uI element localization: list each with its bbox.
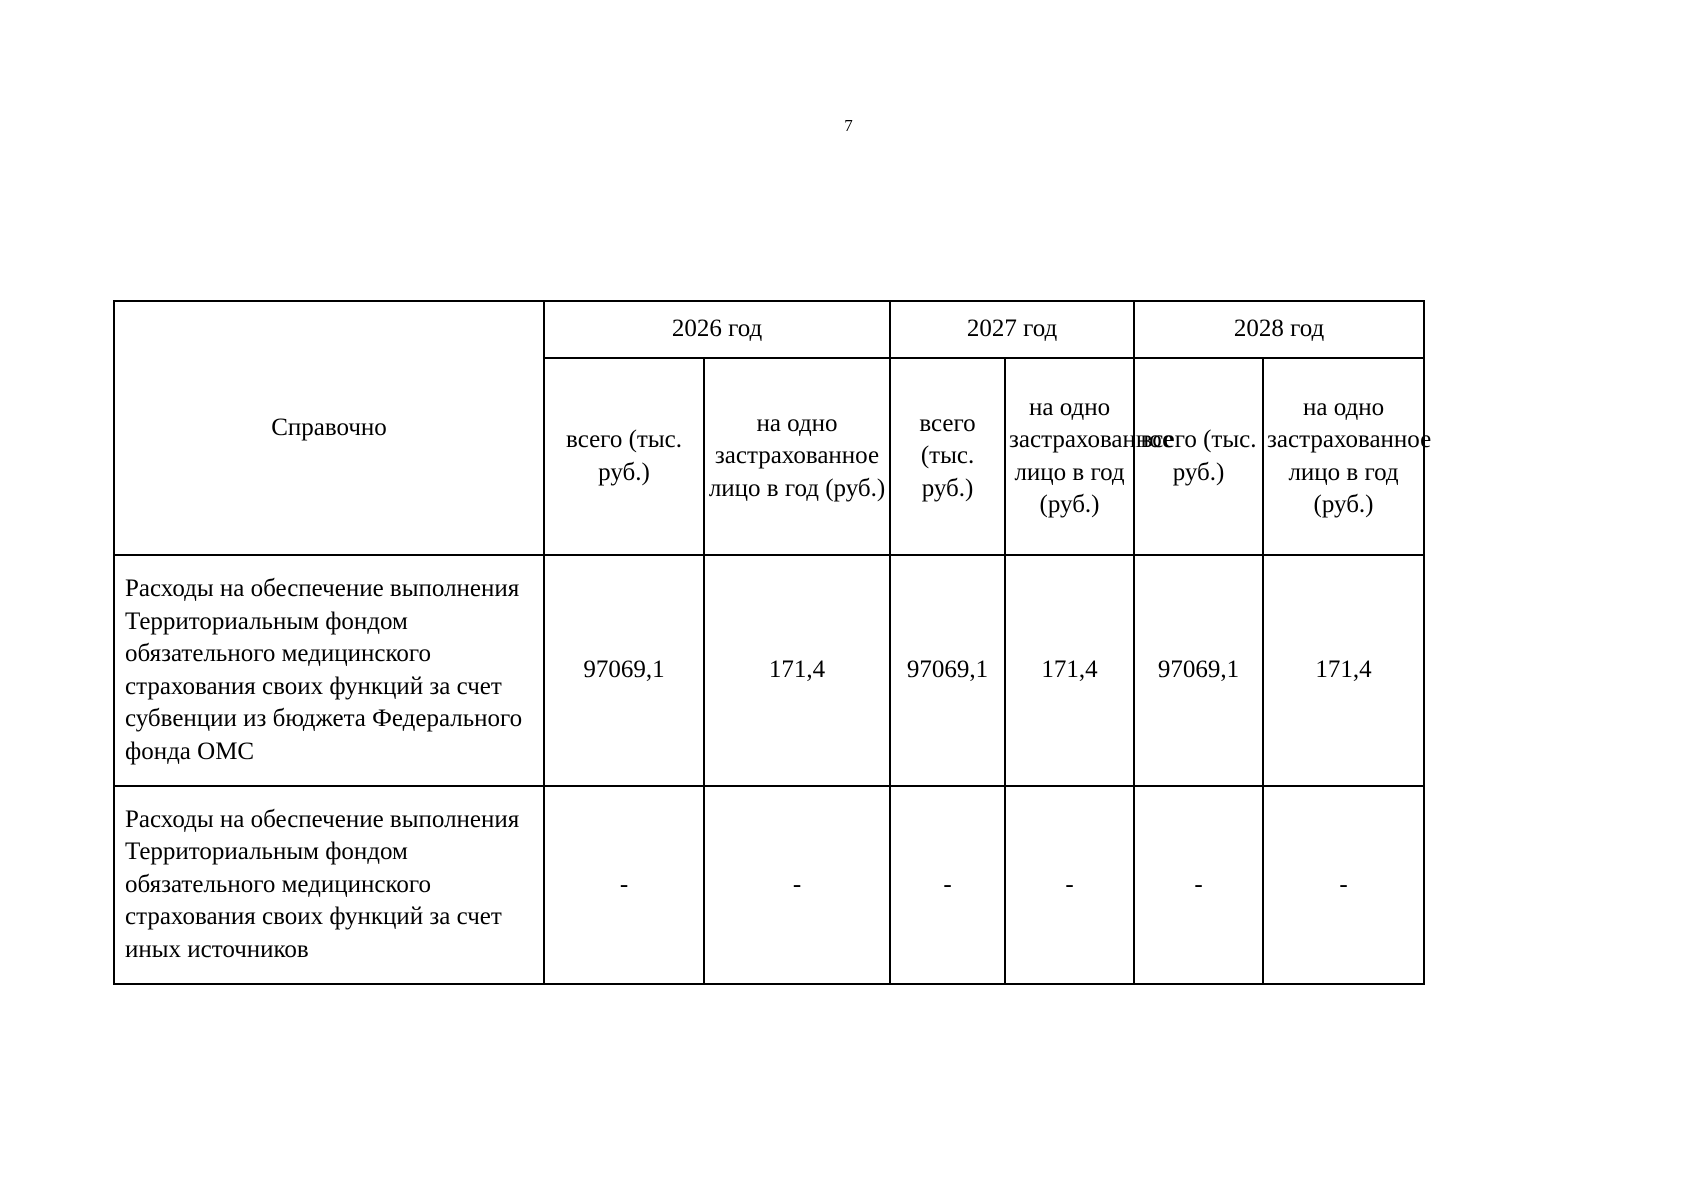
subheader-per-insured-2028: на одно застрахованное лицо в год (руб.) xyxy=(1263,358,1424,555)
year-header-2027: 2027 год xyxy=(890,301,1134,358)
cell-value: 171,4 xyxy=(1263,555,1424,786)
subheader-total-2026: всего (тыс. руб.) xyxy=(544,358,704,555)
table-row xyxy=(114,786,1424,984)
subheader-per-insured-2027: на одно застрахованное лицо в год (руб.) xyxy=(1005,358,1134,555)
cell-value: - xyxy=(1263,786,1424,984)
cell-value: - xyxy=(1005,786,1134,984)
cell-value: 171,4 xyxy=(1005,555,1134,786)
cell-value: - xyxy=(704,786,890,984)
cell-value: 97069,1 xyxy=(1134,555,1263,786)
subheader-total-2027: всего (тыс. руб.) xyxy=(890,358,1005,555)
cell-value: - xyxy=(890,786,1005,984)
year-header-2028: 2028 год xyxy=(1134,301,1424,358)
subheader-per-insured-2026: на одно застрахованное лицо в год (руб.) xyxy=(704,358,890,555)
cell-value: 97069,1 xyxy=(544,555,704,786)
row-label: Расходы на обеспечение выполнения Территориальным фондом обязательного медицинского страхования своих функций за счет иных источников xyxy=(114,786,544,984)
cell-value: 97069,1 xyxy=(890,555,1005,786)
row-label: Расходы на обеспечение выполнения Территориальным фондом обязательного медицинского страхования своих функций за счет субвенции из бюджета Федерального фонда ОМС xyxy=(114,555,544,786)
header-row-years xyxy=(114,301,1424,358)
expenses-table xyxy=(113,300,1432,985)
cell-value: - xyxy=(1134,786,1263,984)
corner-header: Справочно xyxy=(114,301,544,555)
cell-value: - xyxy=(544,786,704,984)
subheader-total-2028: всего (тыс. руб.) xyxy=(1134,358,1263,555)
table-row xyxy=(114,555,1424,786)
year-header-2026: 2026 год xyxy=(544,301,890,358)
cell-value: 171,4 xyxy=(704,555,890,786)
page-number: 7 xyxy=(844,116,853,135)
